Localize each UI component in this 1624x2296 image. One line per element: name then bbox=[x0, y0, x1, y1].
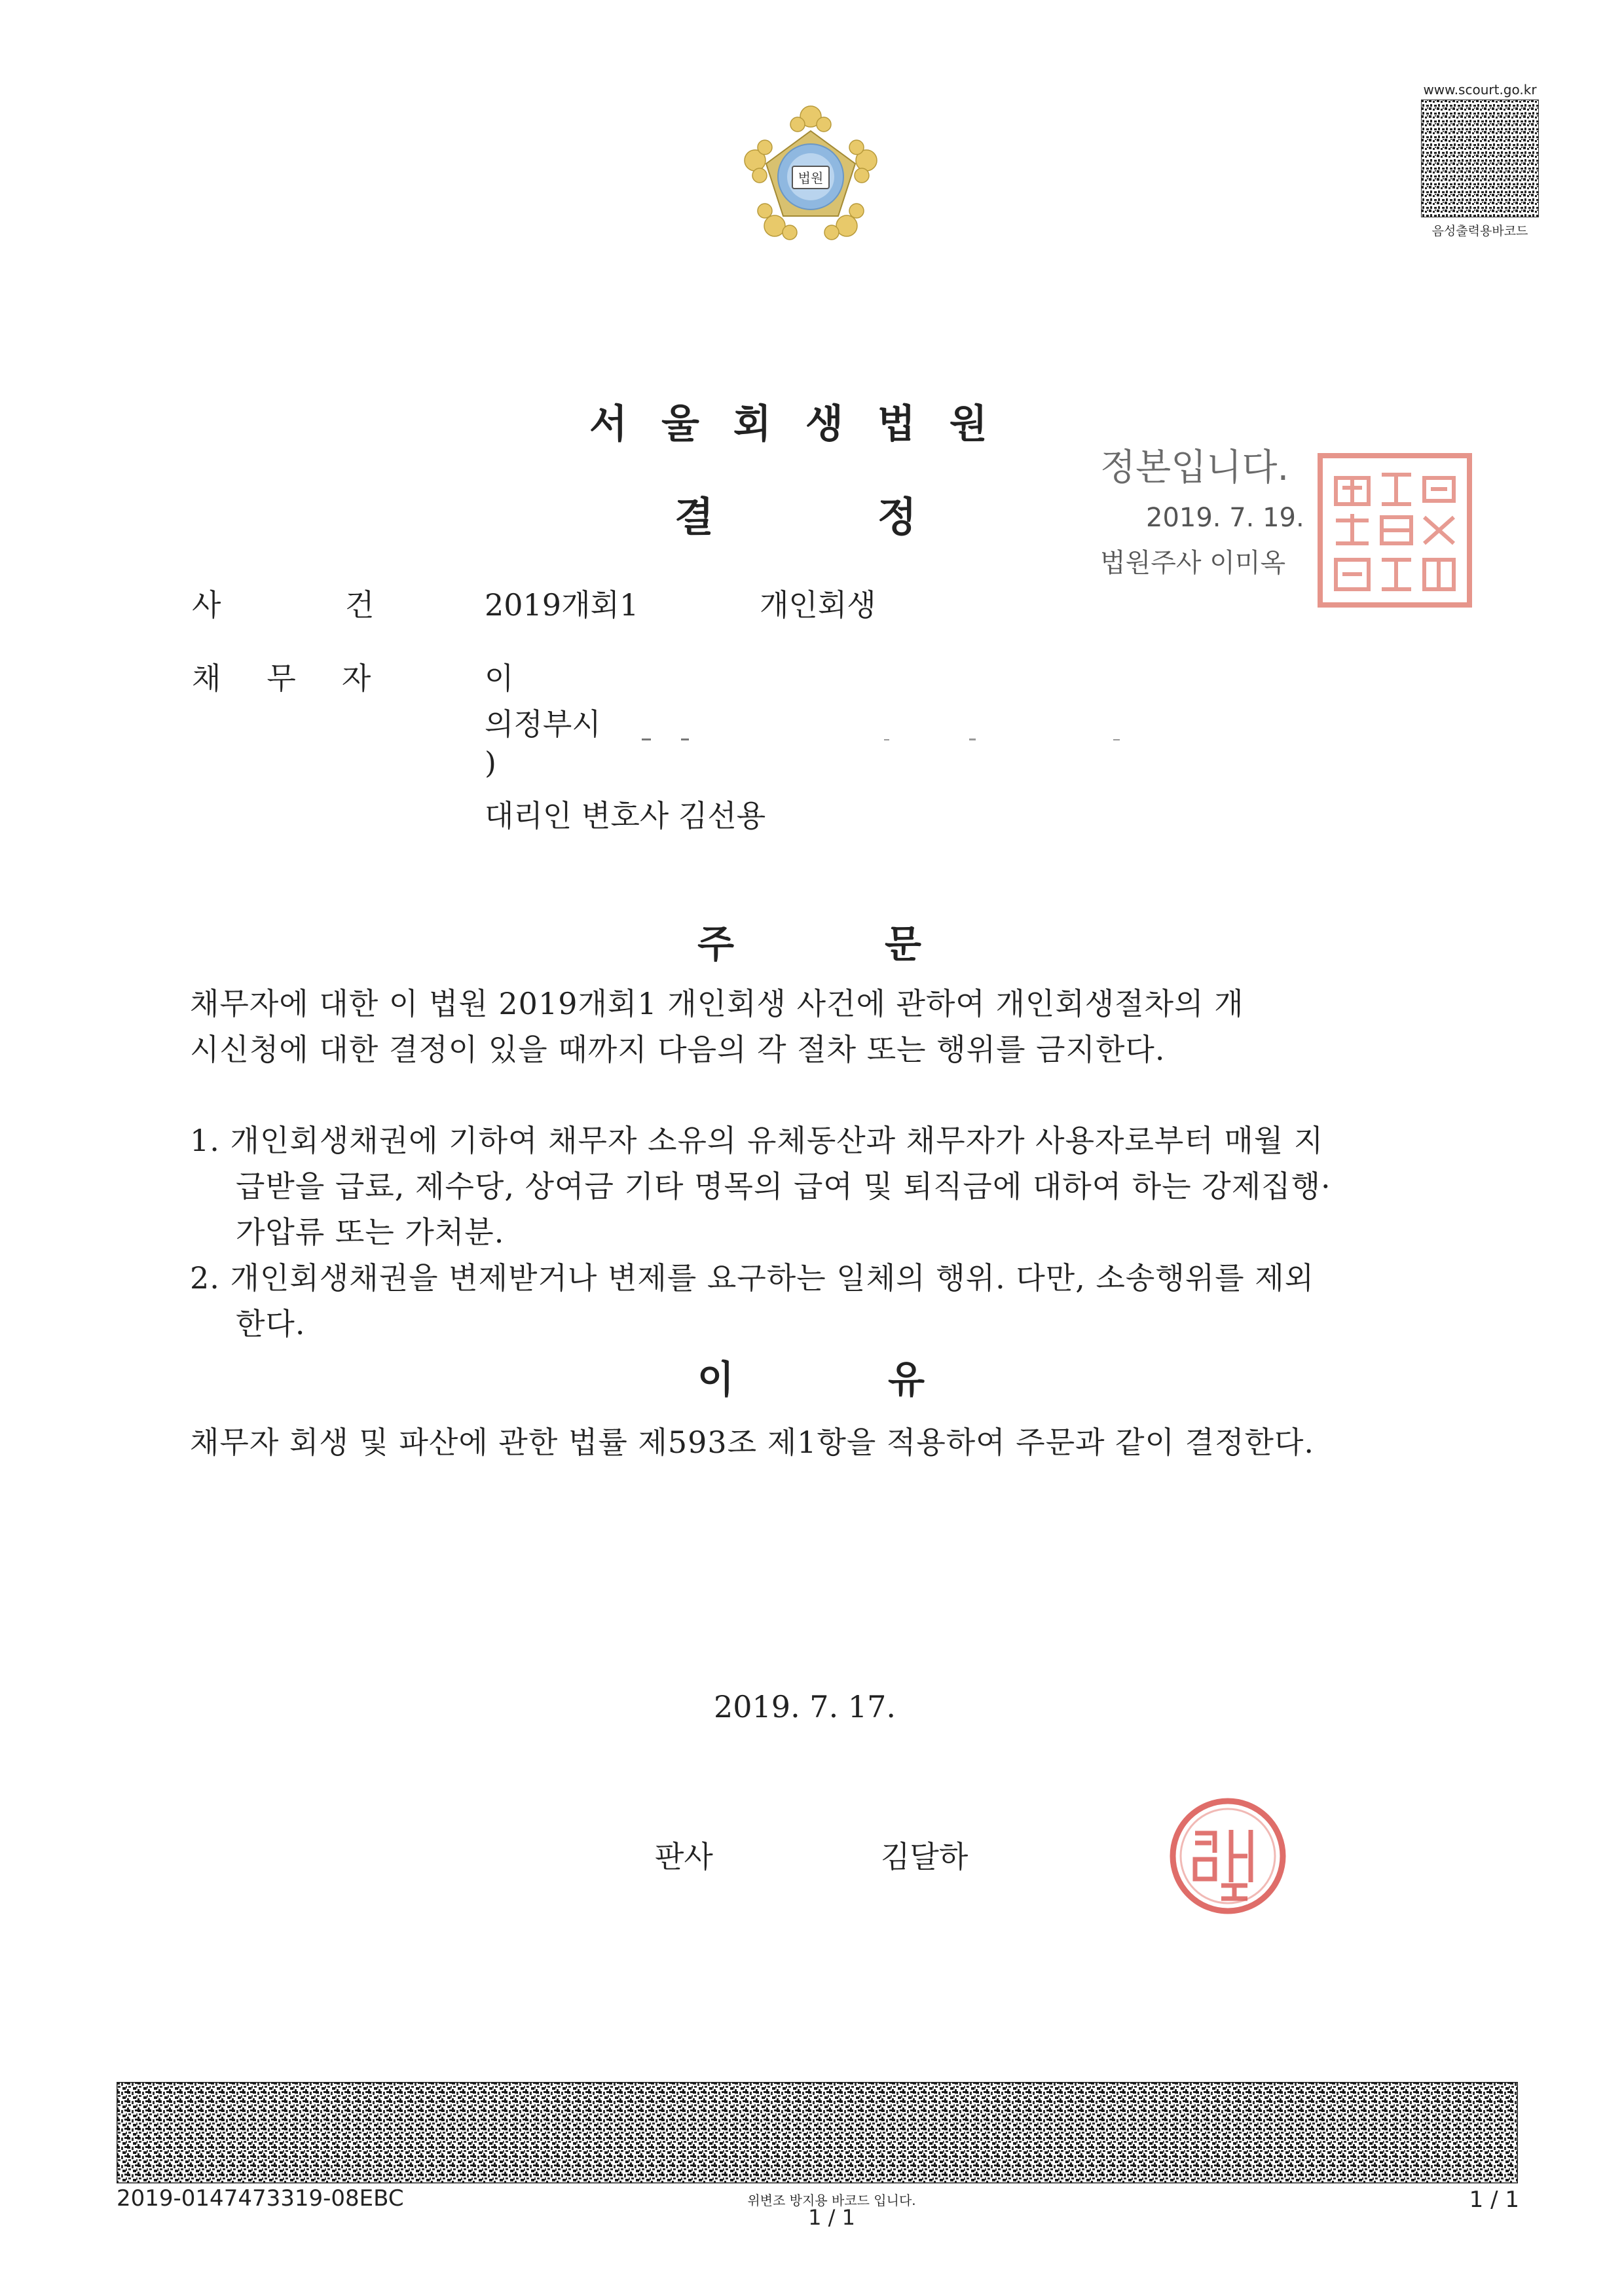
order-item-line: 한다. bbox=[236, 1306, 306, 1341]
debtor-address-line-2: ) bbox=[485, 745, 496, 780]
page-indicator-center: 1 / 1 bbox=[808, 2205, 855, 2230]
case-type: 개인회생 bbox=[760, 587, 876, 623]
debtor-name: 이 bbox=[485, 661, 514, 696]
document-number: 2019-0147473319-08EBC bbox=[117, 2185, 404, 2212]
order-item-line: 2. 개인회생채권을 변제받거나 변제를 요구하는 일체의 행위. 다만, 소송행위를 제외 bbox=[190, 1260, 1315, 1296]
redaction-marks bbox=[642, 738, 1126, 741]
certification-clerk: 법원주사 이미옥 bbox=[1100, 548, 1286, 578]
order-heading bbox=[697, 913, 921, 968]
reason-heading-char-1: 이 bbox=[697, 1357, 735, 1402]
case-number: 2019개회1 bbox=[485, 587, 639, 623]
certification-date: 2019. 7. 19. bbox=[1146, 503, 1304, 533]
order-text-line: 채무자에 대한 이 법원 2019개회1 개인회생 사건에 관하여 개인회생절차의 개 bbox=[190, 986, 1244, 1021]
document-title bbox=[674, 484, 917, 543]
title-char-2: 정 bbox=[877, 493, 917, 541]
judge-name: 김달하 bbox=[881, 1839, 969, 1874]
qr-caption: 음성출력용바코드 bbox=[1431, 224, 1528, 238]
order-heading-char-2: 문 bbox=[885, 922, 922, 966]
emblem-label: 법원 bbox=[798, 170, 824, 186]
reason-heading bbox=[697, 1349, 925, 1404]
certification-text: 정본입니다. bbox=[1100, 446, 1289, 489]
qr-code-icon bbox=[1421, 100, 1539, 217]
case-label-part-1: 사 bbox=[192, 587, 221, 623]
order-heading-char-1: 주 bbox=[697, 922, 735, 966]
anti-forgery-barcode bbox=[117, 2082, 1518, 2183]
qr-url: www.scourt.go.kr bbox=[1423, 82, 1537, 98]
judge-seal-stamp bbox=[1166, 1794, 1290, 1918]
court-name: 서울회생법원 bbox=[589, 401, 1022, 447]
debtor-label: 채무자 bbox=[192, 661, 417, 696]
title-char-1: 결 bbox=[674, 493, 714, 541]
debtor-agent: 대리인 변호사 김선용 bbox=[485, 798, 766, 833]
case-label-part-2: 건 bbox=[345, 587, 375, 623]
order-text-line: 시신청에 대한 결정이 있을 때까지 다음의 각 절차 또는 행위를 금지한다. bbox=[190, 1032, 1166, 1067]
order-item-line: 1. 개인회생채권에 기하여 채무자 소유의 유체동산과 채무자가 사용자로부터 매월 지 bbox=[190, 1123, 1324, 1158]
court-emblem-icon bbox=[732, 98, 889, 255]
court-seal-stamp bbox=[1316, 452, 1473, 609]
debtor-address: 의정부시 bbox=[485, 706, 601, 742]
decision-date: 2019. 7. 17. bbox=[714, 1689, 896, 1724]
reason-heading-char-2: 유 bbox=[888, 1357, 925, 1402]
order-item-line: 가압류 또는 가처분. bbox=[236, 1214, 505, 1250]
order-item-line: 급받을 급료, 제수당, 상여금 기타 명목의 급여 및 퇴직금에 대하여 하는 강제집행· bbox=[236, 1169, 1331, 1204]
judge-title: 판사 bbox=[655, 1839, 713, 1874]
reason-text-line: 채무자 회생 및 파산에 관한 법률 제593조 제1항을 적용하여 주문과 같이 결정한다. bbox=[190, 1425, 1315, 1460]
page-indicator-right: 1 / 1 bbox=[1469, 2187, 1519, 2213]
barcode-caption: 위변조 방지용 바코드 입니다. bbox=[747, 2193, 916, 2208]
